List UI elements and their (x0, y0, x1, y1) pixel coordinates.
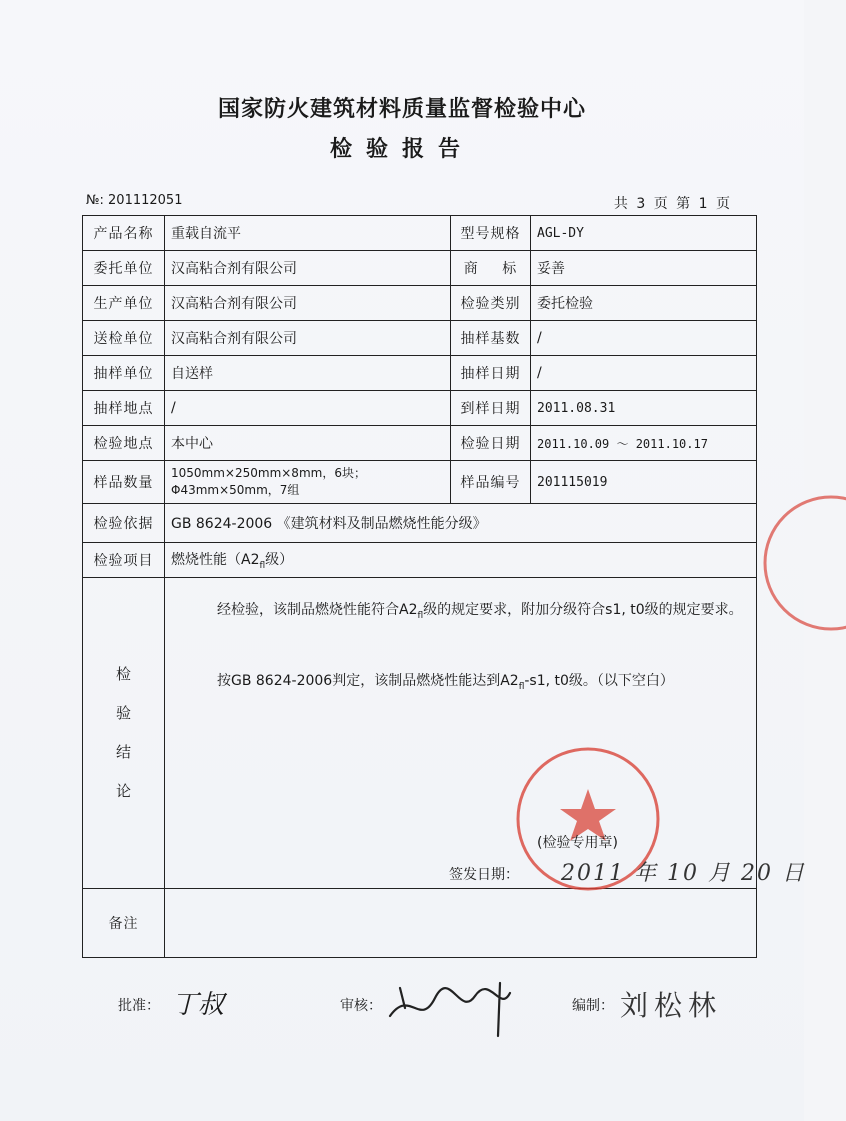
table-row (83, 286, 757, 321)
sample-quantity-line: 1050mm×250mm×8mm，6块； (171, 466, 366, 480)
test-item-text: 级） (265, 552, 294, 569)
stamp-note: (检验专用章) (537, 835, 618, 851)
field-label: 检验类别 (451, 286, 531, 321)
field-label: 检验项目 (83, 543, 165, 578)
field-value: 自送样 (165, 356, 451, 391)
conclusion-label (83, 578, 165, 889)
table-row (83, 321, 757, 356)
field-value: / (165, 391, 451, 426)
test-basis: GB 8624-2006 《建筑材料及制品燃烧性能分级》 (165, 504, 757, 543)
field-label: 抽样日期 (451, 356, 531, 391)
conclusion-char: 验 (115, 704, 131, 722)
issue-date: 2011 年 10 月 20 日 (561, 861, 806, 886)
table-row (83, 578, 757, 889)
conclusion-char: 论 (115, 782, 131, 800)
field-value: / (531, 356, 757, 391)
org-title: 国家防火建筑材料质量监督检验中心 (217, 97, 586, 122)
subscript: fl (518, 681, 525, 692)
review-label: 审核： (340, 998, 382, 1014)
field-value: 201115019 (531, 461, 757, 504)
conclusion-text: -s1, t0级。（以下空白） (524, 673, 674, 689)
page-count: 共 3 页 第 1 页 (613, 196, 732, 212)
field-value: AGL-DY (531, 216, 757, 251)
sample-quantity-line: Φ43mm×50mm，7组 (171, 483, 300, 497)
table-row (83, 426, 757, 461)
table-row (83, 391, 757, 426)
field-label: 抽样单位 (83, 356, 165, 391)
review-signature (380, 978, 530, 1038)
field-value: 委托检验 (531, 286, 757, 321)
subscript: fl (259, 560, 266, 571)
field-label: 抽样地点 (83, 391, 165, 426)
conclusion-body (165, 578, 806, 889)
table-row (83, 356, 757, 391)
field-value: / (531, 321, 757, 356)
field-value: 本中心 (165, 426, 451, 461)
test-item-text: 燃烧性能（A2 (171, 552, 260, 569)
report-number: №: 201112051 (86, 193, 183, 208)
table-row (83, 216, 757, 251)
field-label: 样品数量 (83, 461, 165, 504)
test-item (165, 543, 757, 578)
issue-date-label: 签发日期： (449, 867, 519, 883)
field-label: 委托单位 (83, 251, 165, 286)
field-label: 型号规格 (451, 216, 531, 251)
report-table (82, 215, 806, 958)
conclusion-char: 检 (115, 665, 131, 683)
approve-signature: 丁叔 (172, 990, 225, 1020)
field-label: 商 标 (451, 251, 531, 286)
field-label: 到样日期 (451, 391, 531, 426)
field-label: 送检单位 (83, 321, 165, 356)
conclusion-text: 经检验，该制品燃烧性能符合A2 (217, 602, 418, 618)
conclusion-text: 按GB 8624-2006判定，该制品燃烧性能达到A2 (217, 673, 519, 689)
field-value: 妥善 (531, 251, 757, 286)
field-value: 重载自流平 (165, 216, 451, 251)
sample-quantity (165, 461, 451, 504)
field-value: 汉高粘合剂有限公司 (165, 321, 451, 356)
field-label: 检验地点 (83, 426, 165, 461)
table-row (83, 461, 757, 504)
field-value: 汉高粘合剂有限公司 (165, 286, 451, 321)
table-row (83, 543, 757, 578)
subscript: fl (417, 610, 424, 621)
table-row (83, 504, 757, 543)
field-label: 抽样基数 (451, 321, 531, 356)
table-row (83, 251, 757, 286)
conclusion-char: 结 (115, 743, 131, 761)
prepare-label: 编制： (572, 998, 614, 1014)
conclusion-paragraph (185, 670, 744, 692)
field-value: 2011.08.31 (531, 391, 757, 426)
remarks-value (165, 889, 757, 958)
field-label: 备注 (83, 889, 165, 958)
approve-label: 批准： (118, 998, 160, 1014)
conclusion-text: 级的规定要求，附加分级符合s1, t0级的规定要求。 (423, 602, 743, 618)
field-label: 生产单位 (83, 286, 165, 321)
report-title: 检验报告 (329, 137, 474, 162)
prepare-signature: 刘松林 (620, 989, 723, 1022)
field-label: 样品编号 (451, 461, 531, 504)
field-value: 2011.10.09 ～ 2011.10.17 (531, 426, 757, 461)
conclusion-paragraph (185, 592, 744, 634)
field-value: 汉高粘合剂有限公司 (165, 251, 451, 286)
field-label: 检验依据 (83, 504, 165, 543)
field-label: 产品名称 (83, 216, 165, 251)
table-row (83, 889, 757, 958)
field-label: 检验日期 (451, 426, 531, 461)
edge-stamp (756, 488, 846, 638)
